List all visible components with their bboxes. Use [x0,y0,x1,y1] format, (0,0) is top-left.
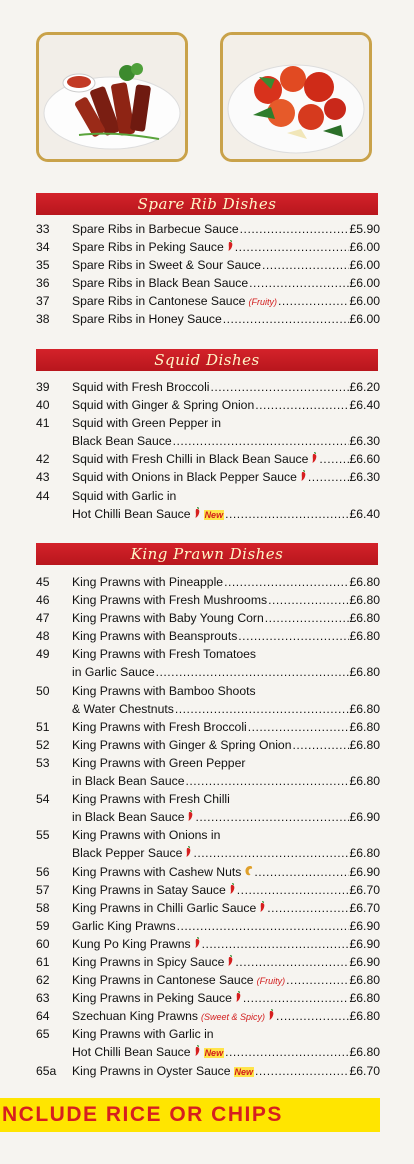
item-name: King Prawns with Fresh Broccoli [72,719,247,734]
menu-item [36,736,380,754]
item-number: 56 [36,864,50,879]
menu-item-line [36,1062,380,1080]
item-number: 36 [36,276,50,291]
item-name: King Prawns in Satay Sauce [72,882,226,897]
item-number: 51 [36,719,50,734]
item-number: 44 [36,488,50,503]
dot-leader [156,663,349,681]
chilli-icon [259,899,266,910]
item-number: 35 [36,258,50,273]
menu-item-line [36,220,380,238]
menu-item-line [36,899,380,917]
item-number: 62 [36,973,50,988]
menu-item-line [36,414,380,432]
item-price: £6.00 [349,258,380,273]
item-number: 60 [36,936,50,951]
item-number: 55 [36,828,50,843]
item-name: Squid with Green Pepper in [72,416,222,431]
dot-leader [177,917,349,935]
menu-item-line [36,378,380,396]
item-name: Kung Po King Prawns [72,936,191,951]
menu-item-line [36,450,380,468]
item-name: Squid with Onions in Black Pepper Sauce [72,470,297,485]
item-name: King Prawns in Cantonese Sauce [72,973,254,988]
item-number: 40 [36,398,50,413]
menu-item [36,935,380,953]
dot-leader [225,505,348,523]
item-name: Squid with Garlic in [72,488,177,503]
photo-strip [36,32,378,164]
item-name: King Prawns in Spicy Sauce [72,954,225,969]
item-number: 61 [36,954,50,969]
menu-item-line [36,310,380,328]
item-name: King Prawns with Bamboo Shoots [72,683,256,698]
new-badge: New [204,1048,224,1059]
menu-item [36,863,380,881]
spare-ribs-photo [36,32,188,162]
item-name: Squid with Ginger & Spring Onion [72,398,255,413]
item-price: £6.80 [349,991,380,1006]
item-name: Squid with Fresh Broccoli [72,380,210,394]
section-banner: Spare Rib Dishes [36,193,378,215]
menu-item-line [36,844,380,862]
item-name: in Garlic Sauce [72,665,155,680]
item-number: 45 [36,575,50,589]
item-price: £6.90 [349,918,380,933]
dot-leader [240,220,349,238]
chilli-icon [311,450,318,461]
menu-item [36,1025,380,1061]
item-name: Black Pepper Sauce [72,846,183,861]
item-name: King Prawns with Fresh Chilli [72,792,230,807]
chilli-icon [194,505,201,516]
menu-item-line [36,953,380,971]
item-price: £6.90 [349,810,380,825]
new-badge: New [204,509,224,520]
menu-item-line [36,663,380,681]
item-price: £6.80 [349,1045,380,1060]
king-prawn-photo [220,32,372,162]
menu-item-line [36,396,380,414]
item-number: 37 [36,294,50,309]
item-name: King Prawns with Ginger & Spring Onion [72,737,292,752]
menu-item-line [36,790,380,808]
item-price: £6.60 [349,452,380,467]
item-price: £6.30 [349,434,380,449]
item-number: 39 [36,380,50,394]
menu-item-line [36,1043,380,1061]
item-number: 38 [36,312,50,327]
menu-item [36,220,380,238]
item-number: 47 [36,611,50,626]
item-number: 43 [36,470,50,485]
menu-item [36,591,380,609]
menu-item [36,826,380,862]
menu-item [36,487,380,523]
item-name: King Prawns with Garlic in [72,1027,214,1042]
item-name: in Black Bean Sauce [72,774,185,789]
dot-leader [249,274,348,292]
item-name: Garlic King Prawns [72,918,176,933]
item-number: 59 [36,918,50,933]
menu-item [36,378,380,396]
menu-item-line [36,468,380,486]
item-name: Spare Ribs in Sweet & Sour Sauce [72,258,262,273]
item-name: King Prawns with Green Pepper [72,755,246,770]
chilli-icon [185,844,192,855]
menu-item-line [36,505,380,523]
dot-leader [238,627,348,645]
item-price: £6.70 [349,900,380,915]
chilli-icon [227,238,234,249]
menu-item [36,450,380,468]
item-name: King Prawns with Onions in [72,828,221,843]
item-price: £6.70 [349,882,380,897]
menu-item [36,292,380,310]
section-item-list [36,573,380,1080]
menu-item [36,1007,380,1025]
cashew-nut-icon [244,863,253,874]
item-number: 42 [36,452,50,467]
chilli-icon [229,881,236,892]
menu-item-line [36,917,380,935]
menu-item [36,573,380,591]
item-name: King Prawns with Pineapple [72,575,224,589]
menu-item-line [36,826,380,844]
dot-leader [268,591,348,609]
menu-item-line [36,256,380,274]
menu-item [36,971,380,989]
item-name: King Prawns in Chilli Garlic Sauce [72,900,257,915]
item-number: 63 [36,991,50,1006]
dot-leader [292,736,348,754]
dot-leader [243,989,349,1007]
menu-item [36,468,380,486]
dot-leader [223,310,349,328]
dot-leader [255,396,348,414]
menu-item [36,1062,380,1080]
chilli-icon [235,989,242,1000]
menu-item-line [36,432,380,450]
menu-item [36,989,380,1007]
dot-leader [319,450,348,468]
menu-item [36,790,380,826]
item-price: £6.80 [349,665,380,680]
menu-item-line [36,863,380,881]
dot-leader [237,881,349,899]
section-banner: King Prawn Dishes [36,543,378,565]
item-price: £6.30 [349,470,380,485]
menu-item-line [36,292,380,310]
menu-item [36,609,380,627]
dot-leader [224,573,348,591]
item-name: King Prawns with Baby Young Corn [72,611,264,626]
item-price: £6.00 [349,240,380,255]
dot-leader [255,1062,348,1080]
menu-item-line [36,238,380,256]
item-price: £6.00 [349,312,380,327]
menu-item-line [36,935,380,953]
menu-item [36,682,380,718]
dot-leader [173,432,349,450]
item-name: & Water Chestnuts [72,701,174,716]
item-price: £6.90 [349,936,380,951]
menu-item-line [36,971,380,989]
item-name: Hot Chilli Bean Sauce [72,506,191,521]
item-number: 54 [36,792,50,807]
section-banner: Squid Dishes [36,349,378,371]
dot-leader [262,256,348,274]
dot-leader [225,1043,348,1061]
menu-item-line [36,609,380,627]
dot-leader [195,808,348,826]
menu-item-line [36,881,380,899]
menu-item-line [36,487,380,505]
item-name: King Prawns with Fresh Tomatoes [72,647,257,662]
dot-leader [193,844,348,862]
item-price: £6.90 [349,864,380,879]
menu-item [36,396,380,414]
menu-item [36,953,380,971]
item-number: 50 [36,683,50,698]
menu-item-line [36,772,380,790]
menu-item-line [36,627,380,645]
menu-item-line [36,591,380,609]
dot-leader [267,899,348,917]
section-item-list [36,220,380,329]
item-number: 46 [36,593,50,608]
item-name: Spare Ribs in Peking Sauce [72,240,224,255]
section-item-list [36,378,380,523]
item-number: 64 [36,1009,50,1024]
dot-leader [235,238,349,256]
item-name: King Prawns in Peking Sauce [72,991,232,1006]
dot-leader [276,1007,348,1025]
item-price: £6.80 [349,593,380,608]
chilli-icon [300,468,307,479]
menu-item [36,754,380,790]
menu-item-line [36,700,380,718]
item-price: £6.90 [349,954,380,969]
menu-item [36,274,380,292]
dot-leader [175,700,349,718]
item-price: £6.80 [349,701,380,716]
menu-item-line [36,274,380,292]
item-tag: (Fruity) [248,297,277,308]
item-price: £6.40 [349,398,380,413]
chilli-icon [268,1007,275,1018]
dot-leader [278,292,349,310]
dot-leader [202,935,349,953]
item-number: 57 [36,882,50,897]
menu-item-line [36,808,380,826]
menu-item [36,718,380,736]
item-price: £6.00 [349,276,380,291]
item-number: 58 [36,900,50,915]
menu-item [36,899,380,917]
item-number: 48 [36,629,50,644]
item-name: King Prawns in Oyster Sauce [72,1063,231,1078]
item-tag: (Fruity) [256,976,286,987]
item-name: in Black Bean Sauce [72,810,185,825]
item-price: £6.80 [349,1009,380,1024]
item-price: £6.20 [349,380,380,394]
item-number: 53 [36,755,50,770]
item-price: £6.00 [349,294,380,309]
menu-item-line [36,1007,380,1025]
chilli-icon [194,935,201,946]
item-name: Black Bean Sauce [72,434,172,449]
item-price: £6.40 [349,506,380,521]
item-number: 41 [36,416,50,431]
menu-item [36,627,380,645]
item-name: Szechuan King Prawns [72,1009,199,1024]
item-price: £6.80 [349,737,380,752]
dot-leader [248,718,349,736]
menu-item-line [36,989,380,1007]
menu-item [36,310,380,328]
menu-item-line [36,754,380,772]
item-price: £6.80 [349,774,380,789]
item-price: £6.80 [349,629,380,644]
menu-item-line [36,645,380,663]
menu-item [36,414,380,450]
item-name: Spare Ribs in Cantonese Sauce [72,294,246,309]
item-number: 33 [36,222,50,236]
menu-item-line [36,1025,380,1043]
new-badge: New [234,1066,254,1077]
menu-item [36,238,380,256]
menu-item [36,645,380,681]
dot-leader [286,971,348,989]
dot-leader [254,863,348,881]
dot-leader [235,953,348,971]
item-name: Hot Chilli Bean Sauce [72,1045,191,1060]
item-price: £6.80 [349,846,380,861]
menu-item [36,881,380,899]
dot-leader [308,468,349,486]
item-price: £6.80 [349,973,380,988]
item-number: 52 [36,737,50,752]
item-name: King Prawns with Fresh Mushrooms [72,593,268,608]
item-number: 34 [36,240,50,255]
item-price: £6.70 [349,1063,380,1078]
item-price: £6.80 [349,611,380,626]
menu-item-line [36,573,380,591]
item-name: Spare Ribs in Honey Sauce [72,312,222,327]
item-name: King Prawns with Beansprouts [72,629,238,644]
menu-item-line [36,718,380,736]
chilli-icon [194,1043,201,1054]
menu-item-line [36,682,380,700]
menu-item [36,256,380,274]
item-number: 65a [36,1063,57,1078]
item-number: 49 [36,647,50,662]
menu-item [36,917,380,935]
item-name: Squid with Fresh Chilli in Black Bean Sauce [72,452,309,467]
dot-leader [211,378,349,396]
dot-leader [185,772,348,790]
dot-leader [265,609,349,627]
item-tag: (Sweet & Spicy) [201,1012,266,1023]
item-price: £6.80 [349,575,380,589]
item-name: Spare Ribs in Black Bean Sauce [72,276,249,291]
chilli-icon [187,808,194,819]
item-price: £5.90 [349,222,380,236]
item-name: King Prawns with Cashew Nuts [72,864,242,879]
item-price: £6.80 [349,719,380,734]
menu-item-line [36,736,380,754]
item-name: Spare Ribs in Barbecue Sauce [72,222,239,236]
item-number: 65 [36,1027,50,1042]
footer-banner: NCLUDE RICE OR CHIPS [0,1098,380,1132]
chilli-icon [227,953,234,964]
